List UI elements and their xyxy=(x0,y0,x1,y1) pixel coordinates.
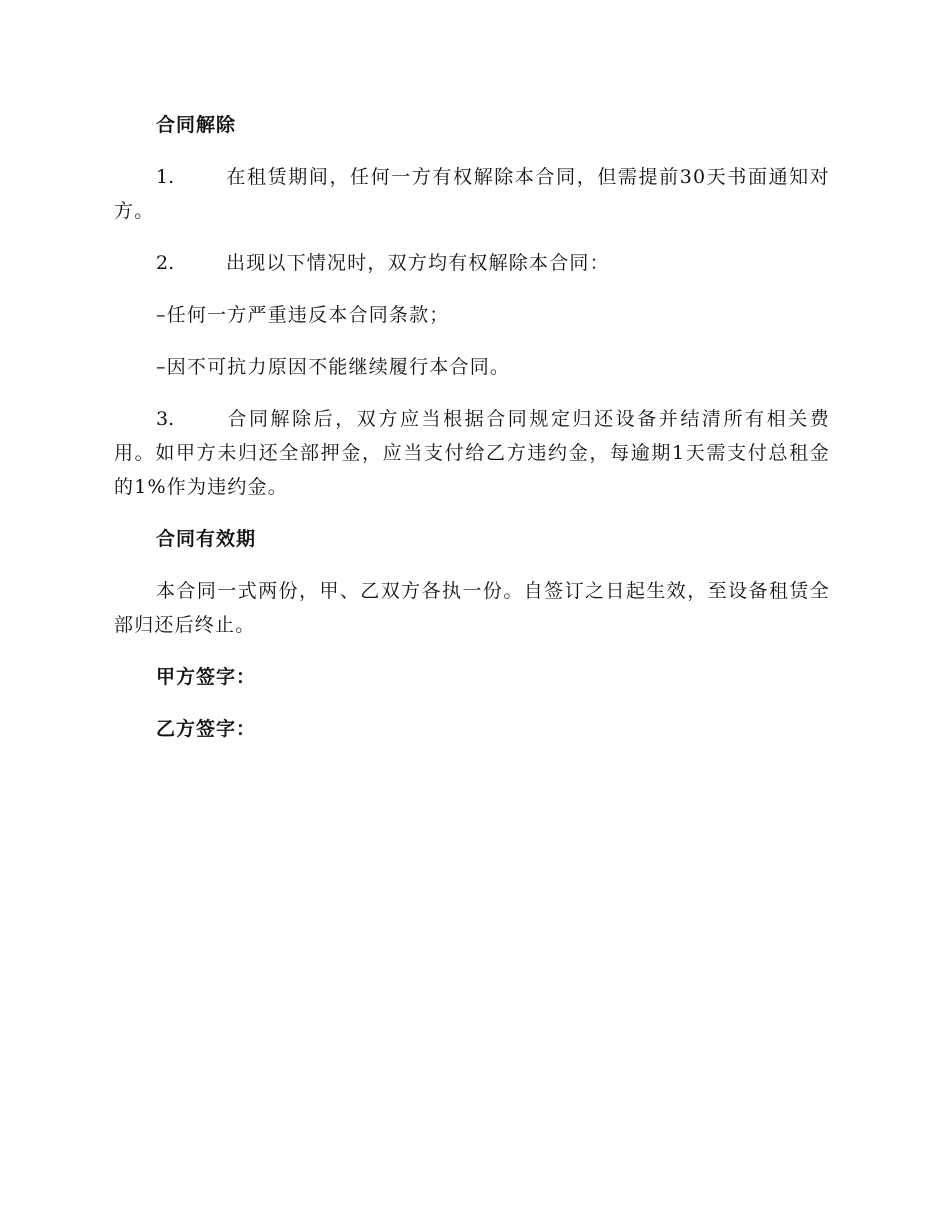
clause-text: 出现以下情况时，双方均有权解除本合同： xyxy=(226,252,610,274)
section-heading-validity: 合同有效期 xyxy=(156,528,257,550)
clause-text: 在租赁期间，任何一方有权解除本合同，但需提前30天书面通知对方。 xyxy=(114,166,830,222)
clause-3 xyxy=(114,402,830,504)
bullet-item-2: –因不可抗力原因不能继续履行本合同。 xyxy=(156,356,511,378)
validity-paragraph: 本合同一式两份，甲、乙双方各执一份。自签订之日起生效，至设备租赁全部归还后终止。 xyxy=(114,580,830,636)
clause-2 xyxy=(114,246,830,280)
party-b-signature-label: 乙方签字： xyxy=(156,718,257,740)
clause-number: 2. xyxy=(156,252,175,274)
clause-1 xyxy=(114,160,830,228)
document-page xyxy=(114,108,830,764)
clause-number: 3. xyxy=(156,408,175,430)
party-a-signature-label: 甲方签字： xyxy=(156,666,257,688)
clause-text: 合同解除后，双方应当根据合同规定归还设备并结清所有相关费用。如甲方未归还全部押金，应当支付给乙方违约金，每逾期1天需支付总租金的1%作为违约金。 xyxy=(114,408,830,498)
section-heading-termination: 合同解除 xyxy=(156,114,237,136)
bullet-item-1: –任何一方严重违反本合同条款； xyxy=(156,304,450,326)
clause-number: 1. xyxy=(156,166,175,188)
